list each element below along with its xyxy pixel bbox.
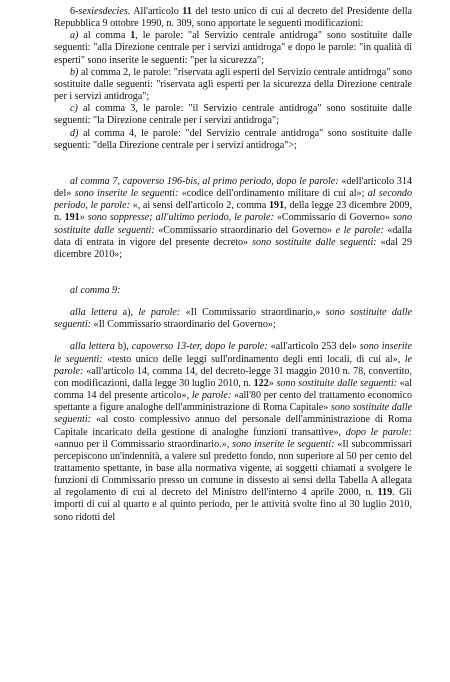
heading-comma-9: al comma 9: — [70, 284, 121, 296]
text-run: al comma 2, le parole: "riservata agli esperti del Servizio centrale antidroga" sono sostituite dalle seguenti: "riservata agli esperti per la sicurezza della Direzione centrale per i servizi antidroga"; — [54, 66, 412, 103]
text-run: «Il Commissario straordinario del Governo»; — [91, 319, 276, 331]
item-c — [54, 103, 412, 127]
item-b — [54, 67, 412, 103]
text-run: alla lettera — [70, 307, 118, 319]
text-run: «al costo complessivo annuo del personale dell'amministrazione di Roma Capitale incaricato della gestione di analoghe funzioni transattive», — [54, 414, 412, 438]
text-run: e le parole: — [335, 224, 384, 236]
document-page — [54, 6, 412, 524]
text-run: dopo le parole: — [341, 426, 412, 438]
text-run: «Commissario straordinario del Governo» — [154, 224, 336, 236]
text-run: sono inserite le seguenti: — [54, 341, 412, 365]
text-run: «dalla data di entrata in vigore del presente decreto» — [54, 224, 413, 248]
text-run: sono inserite le seguenti: — [229, 438, 335, 450]
text-run: «testo unico delle leggi sull'ordinamento degli enti locali, di cui al», — [102, 353, 401, 365]
text-run: «all'articolo 14, comma 14, del decreto-legge 31 maggio 2010 n. 78, convertito, con modificazioni, dalla legge 30 luglio 2010, n. — [54, 365, 412, 389]
item-letter: a) — [70, 30, 79, 42]
text-run: al comma — [78, 30, 131, 42]
text-run: sono sostituite dalle seguenti: — [54, 307, 412, 331]
text-run: 11 — [182, 6, 192, 17]
spacer — [54, 297, 412, 307]
item-letter: d) — [70, 127, 79, 139]
text-run: «Il subcommissari percepiscono un'indennità, a valere sul predetto fondo, non superiore al 50 per cento del trattamento spettante, in base alla normativa vigente, ai soggetti chiamati a svolgere le funzioni di Commissario presso un comune in dissesto ai sensi della Tabella A allegata al regolamento di cui al decreto del Ministro dell'interno 4 aprile 2000, n. — [54, 438, 412, 499]
text-run: 122 — [253, 377, 269, 389]
text-run: sexiesdecies — [78, 6, 128, 17]
text-run: a), — [117, 307, 139, 319]
text-run: . All'articolo — [127, 6, 183, 17]
text-run: capoverso 13-ter, dopo le parole: — [131, 341, 268, 353]
text-run: «, ai sensi dell'articolo 2, comma — [129, 200, 269, 212]
paragraph-comma-7 — [54, 176, 412, 261]
text-run: sono inserite le seguenti: — [74, 188, 179, 200]
text-run: b), — [114, 341, 132, 353]
text-run: le parole: — [138, 307, 181, 319]
text-run: 119 — [377, 487, 393, 499]
text-run: . Gli importi di cui al quarto e al quinto periodo, per le attività svolte fino al 30 luglio 2010, sono ridotti del — [54, 487, 412, 523]
spacer — [54, 331, 412, 341]
text-run: «Commissario di Governo» — [273, 212, 393, 224]
text-run: » — [268, 377, 277, 389]
text-run: , le parole: "al Servizio centrale antidroga" sono sostituite dalle seguenti: "alla Direzione centrale per i servizi antidroga" e dopo le parole: "in qualità di esperti" sono inserite le seguenti: "per la sicurezza"; — [54, 30, 412, 66]
text-run: al comma 3, le parole: "il Servizio centrale antidroga" sono sostituite dalle seguenti: "la Direzione centrale per i servizi antidroga"; — [54, 103, 412, 127]
item-letter: b) — [70, 66, 79, 78]
text-run: «al comma 14 del presente articolo», — [54, 377, 412, 402]
text-run: » — [79, 212, 88, 224]
text-run: alla lettera — [70, 341, 115, 353]
paragraph-lettera-b — [54, 341, 412, 523]
item-d — [54, 128, 412, 152]
text-run: «dell'articolo 314 del» — [54, 175, 412, 200]
paragraph-lettera-a — [54, 307, 412, 331]
text-run: «Il Commissario straordinario,» — [180, 307, 326, 319]
text-run: 6- — [70, 6, 79, 17]
text-run: «all'80 per cento del trattamento economico spettante a figure analoghe dell'amministrazione di Roma Capitale» — [54, 390, 413, 414]
text-run: 191 — [268, 200, 285, 212]
item-a — [54, 30, 412, 66]
text-run: le parole: — [54, 353, 412, 377]
text-run: 191 — [64, 212, 80, 224]
text-run: 1 — [130, 30, 136, 42]
text-run: «codice dell'ordinamento militare di cui al»; — [178, 188, 365, 200]
text-run: al secondo periodo, le parole: — [54, 188, 412, 212]
text-run: sono sostituite dalle seguenti: — [276, 377, 398, 389]
text-run: sono sostituite dalle seguenti: — [54, 212, 412, 236]
text-run: del testo unico di cui al decreto del Presidente della Repubblica 9 ottobre 1990, n. 309, sono apportate le seguenti modificazioni: — [54, 6, 412, 30]
text-run: , della legge 23 dicembre 2009, n. — [54, 200, 412, 224]
text-run: al comma 4, le parole: "del Servizio centrale antidroga" sono sostituite dalle seguenti: "della Direzione centrale per i servizi antidroga">; — [54, 127, 412, 151]
text-run: le parole: — [189, 390, 232, 402]
text-run: sono soppresse; all'ultimo periodo, le parole: — [87, 212, 274, 224]
text-run: «all'articolo 253 del» — [267, 341, 360, 353]
item-letter: c) — [70, 103, 78, 115]
paragraph-6-sexiesdecies — [54, 6, 412, 30]
spacer — [54, 261, 412, 285]
text-run: sono sostituite dalle seguenti: — [54, 402, 412, 426]
text-run: al comma 7, capoverso 196-bis, al primo periodo, dopo le parole: — [70, 175, 339, 187]
text-run: «annuo per il Commissario straordinario.», — [54, 438, 230, 450]
text-run: sono sostituite dalle seguenti: — [252, 236, 377, 248]
text-run: «dal 29 dicembre 2010»; — [54, 236, 412, 260]
spacer — [54, 152, 412, 176]
